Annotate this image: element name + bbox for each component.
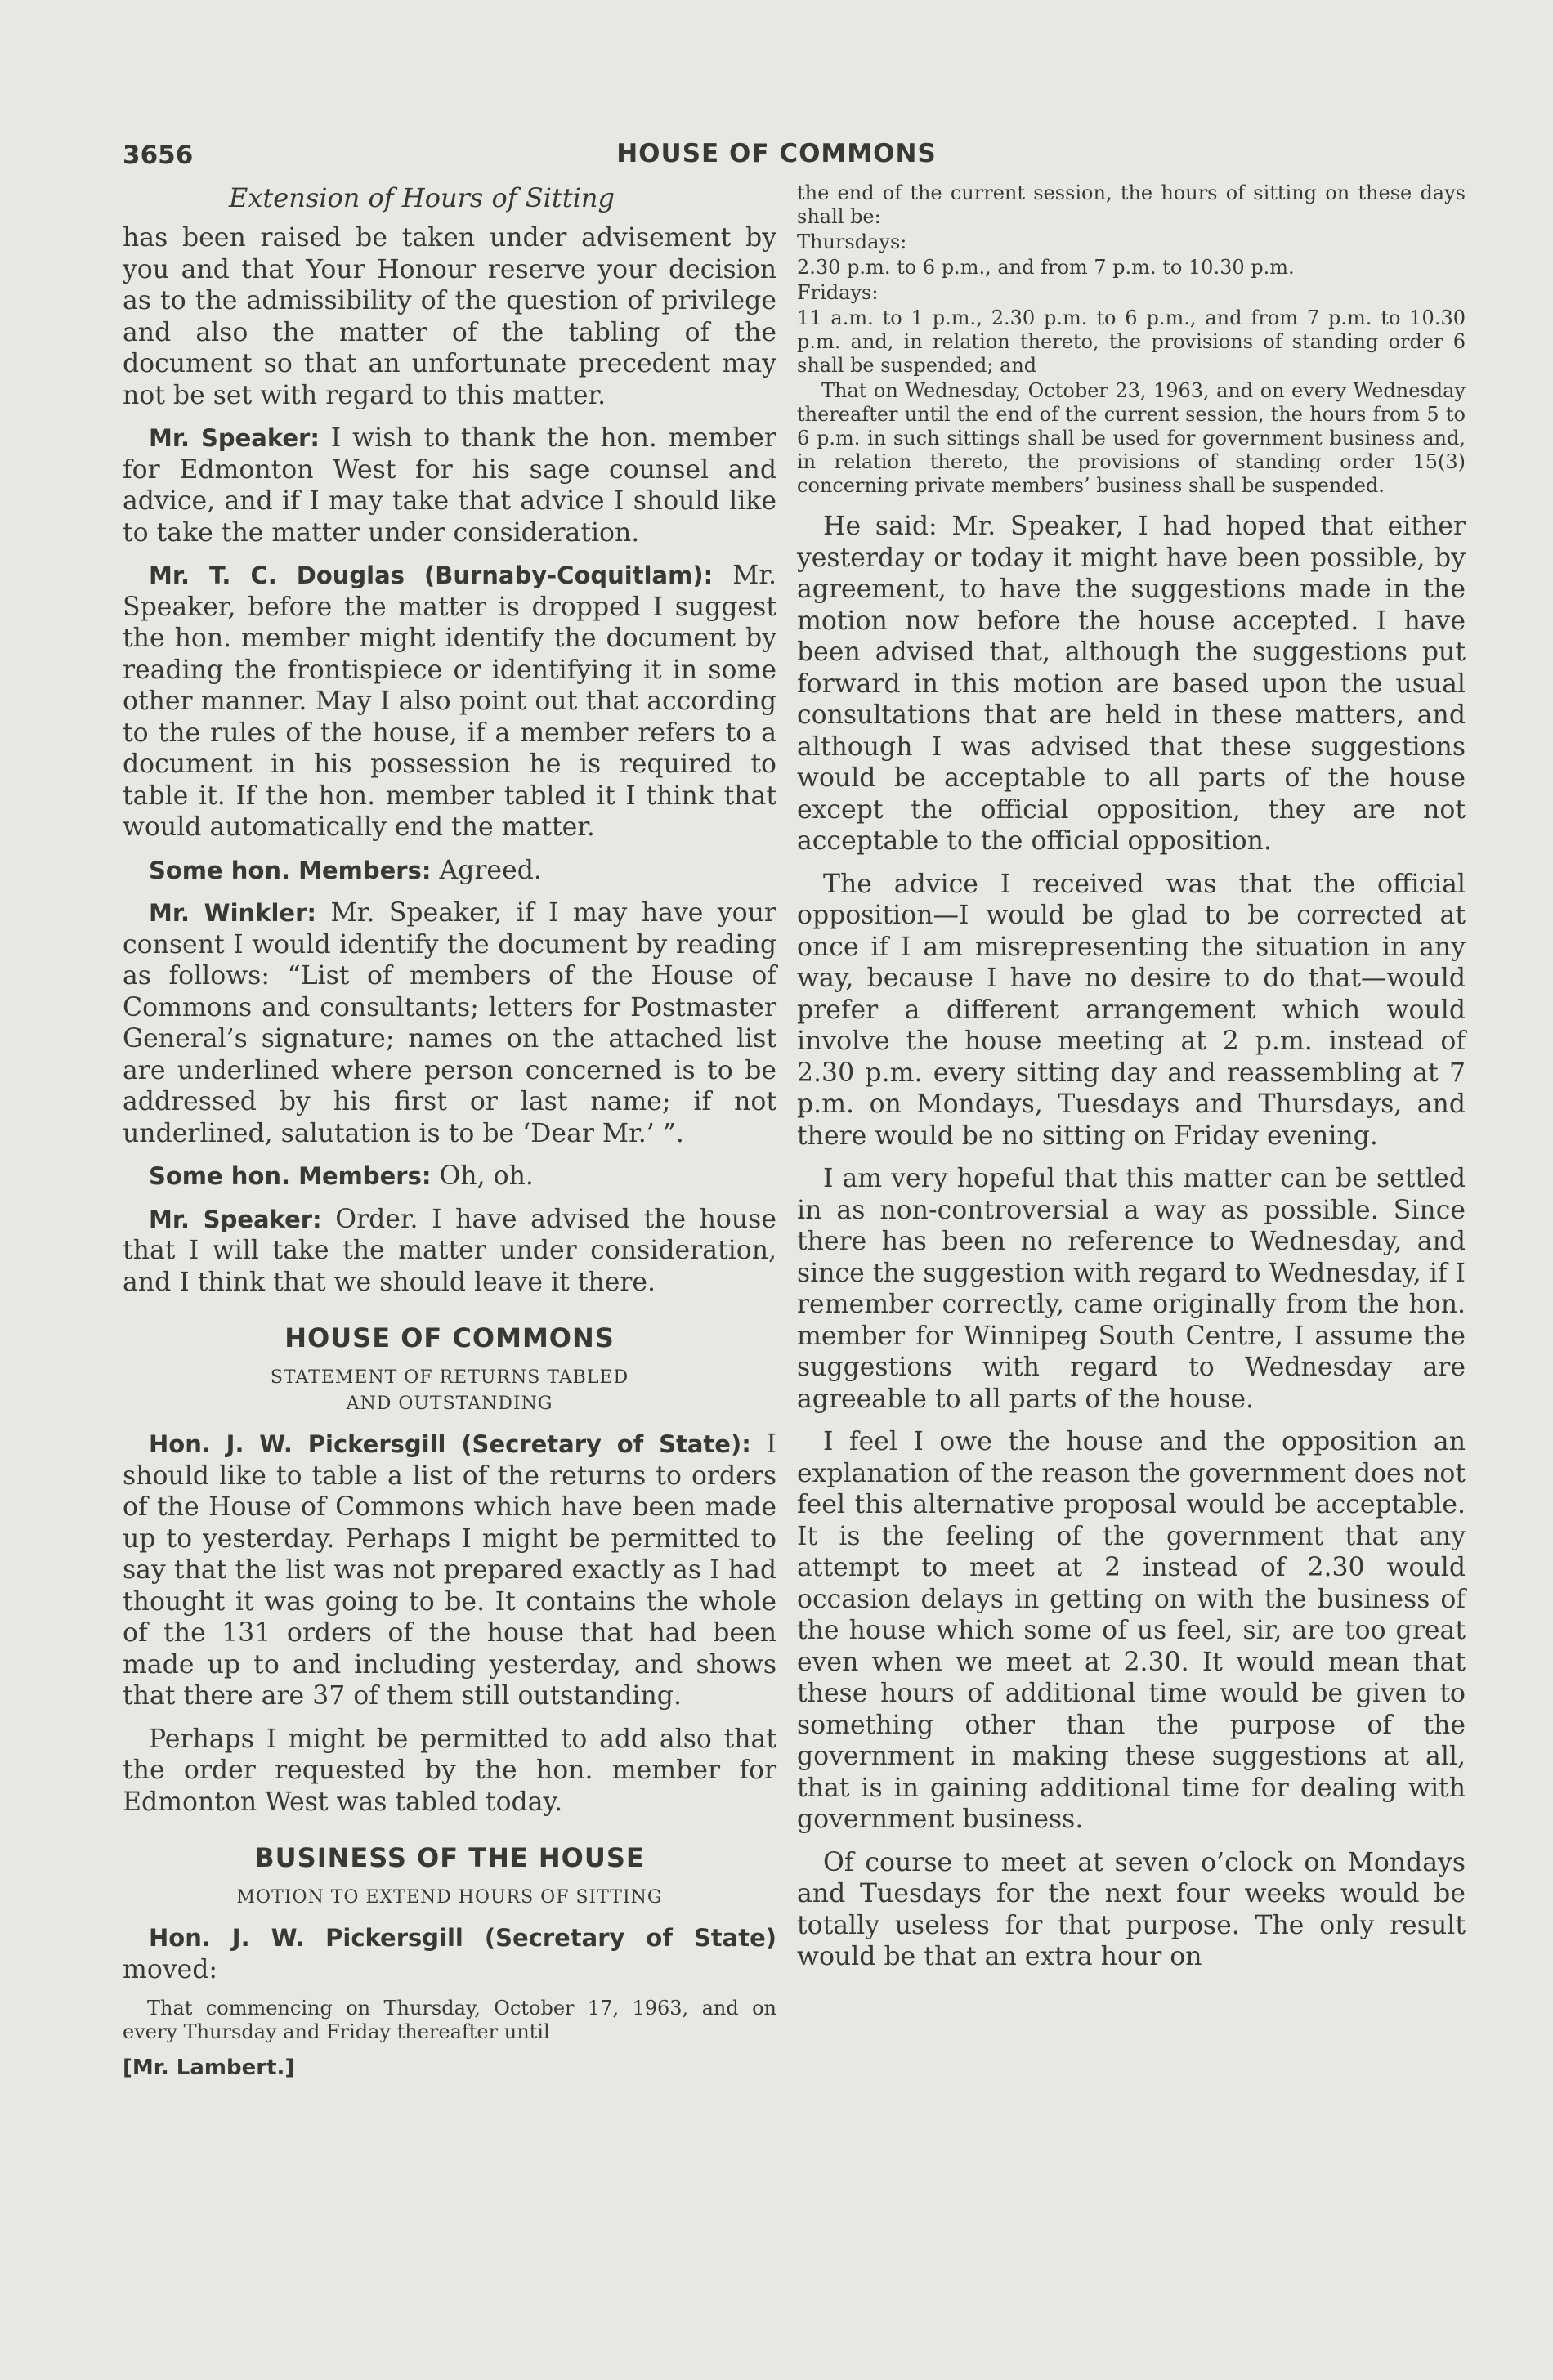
section-title: HOUSE OF COMMONS bbox=[284, 1322, 615, 1353]
speech-winkler bbox=[123, 897, 776, 1149]
speaker-name: Mr. Speaker: bbox=[149, 424, 320, 452]
speech-speaker bbox=[123, 1204, 776, 1299]
running-title: HOUSE OF COMMONS bbox=[616, 139, 937, 168]
page-number: 3656 bbox=[123, 141, 194, 170]
speaker-name: Mr. Winkler: bbox=[149, 899, 316, 927]
speech-members bbox=[123, 1161, 776, 1192]
speech-text: Mr. Speaker, before the matter is dropped I suggest the hon. member might identify the document by reading the frontispiece or identifying it in some other manner. May I also point out that according to the rules of the house, if a member refers to a document in his possession he is required to table it. If the hon. member tabled it I think that would automatically end the matter. bbox=[123, 561, 776, 842]
subtitle-line: STATEMENT OF RETURNS TABLED bbox=[270, 1367, 629, 1388]
subtitle-line: AND OUTSTANDING bbox=[346, 1394, 553, 1414]
speaker-name: Mr. Speaker: bbox=[149, 1205, 322, 1233]
speech-text: I wish to thank the hon. member for Edmonton West for his sage counsel and advice, and if I may take that advice I should like to take the matter under consideration. bbox=[123, 423, 776, 548]
speech-text: Order. I have advised the house that I will take the matter under consideration, and I think that we should leave it there. bbox=[123, 1204, 776, 1297]
paragraph: Of course to meet at seven o’clock on Mondays and Tuesdays for the next four weeks would be totally useless for that purpose. The only result would be that an extra hour on bbox=[797, 1847, 1466, 1971]
motion-text: That on Wednesday, October 23, 1963, and on every Wednesday thereafter until the end of the current session, the hours from 5 to 6 p.m. in such sittings shall be used for government business and, in relation thereto, the provisions of standing order 15(3) concerning private members’ business shall be suspended. bbox=[797, 379, 1466, 497]
motion-text: 11 a.m. to 1 p.m., 2.30 p.m. to 6 p.m., and from 7 p.m. to 10.30 p.m. and, in relation thereto, the provisions of standing order 6 shall be suspended; and bbox=[797, 306, 1466, 377]
motion-text: Thursdays: bbox=[797, 230, 907, 253]
speaker-name: Hon. J. W. Pickersgill (Secretary of State): bbox=[149, 1430, 751, 1458]
paragraph: I am very hopeful that this matter can be settled in as non-controversial a way as possible. Since there has been no reference to Wednesday, and since the suggestion with regard to Wednesday, if I remember correctly, came originally from the hon. member for Winnipeg South Centre, I assume the suggestions with regard to Wednesday are agreeable to all parts of the house. bbox=[797, 1164, 1466, 1414]
motion-text: Fridays: bbox=[797, 281, 879, 304]
motion-text: the end of the current session, the hours of sitting on these days shall be: bbox=[797, 181, 1466, 228]
motion-text: That commencing on Thursday, October 17, 1963, and on every Thursday and Friday thereafter until bbox=[123, 1997, 776, 2043]
right-column bbox=[797, 181, 1466, 1984]
speech-pickersgill bbox=[123, 1922, 776, 1985]
section-subtitle: MOTION TO EXTEND HOURS OF SITTING bbox=[236, 1887, 663, 1908]
speech-text: I should like to table a list of the returns to orders of the House of Commons which have been made up to yesterday. Perhaps I might be permitted to say that the list was not prepared exactly as I had thought it was going to be. It contains the whole of the 131 orders of the house that had been made up to and including yesterday, and shows that there are 37 of them still outstanding. bbox=[123, 1429, 776, 1711]
paragraph-continuation: has been raised be taken under advisement by you and that Your Honour reserve your decision as to the admissibility of the question of privilege and also the matter of the tabling of the document so that an unfortunate precedent may not be set with regard to this matter. bbox=[123, 223, 776, 410]
speaker-name: Hon. J. W. Pickersgill (Secretary of State) bbox=[149, 1924, 776, 1952]
paragraph: Perhaps I might be permitted to add also that the order requested by the hon. member for Edmonton West was tabled today. bbox=[123, 1724, 776, 1817]
page-footer: [Mr. Lambert.] bbox=[123, 2056, 295, 2080]
speech-text: Mr. Speaker, if I may have your consent I would identify the document by reading as follows: “List of members of the House of Commons and consultants; letters for Postmaster General’s signature; names on the attached list are underlined where person concerned is to be addressed by his first or last name; if not underlined, salutation is to be ‘Dear Mr.’ ”. bbox=[123, 898, 776, 1148]
paragraph: He said: Mr. Speaker, I had hoped that either yesterday or today it might have been possible, by agreement, to have the suggestions made in the motion now before the house accepted. I have been advised that, although the suggestions put forward in this motion are based upon the usual consultations that are held in these matters, and although I was advised that these suggestions would be acceptable to all parts of the house except the official opposition, they are not acceptable to the official opposition. bbox=[797, 512, 1466, 856]
speech-text: moved: bbox=[123, 1954, 218, 1984]
speech-text: Oh, oh. bbox=[431, 1161, 534, 1191]
speaker-name: Some hon. Members: bbox=[149, 1162, 432, 1190]
speech-text: Agreed. bbox=[431, 855, 542, 885]
speech-speaker bbox=[123, 423, 776, 548]
section-title: BUSINESS OF THE HOUSE bbox=[254, 1842, 645, 1873]
section-subtitle bbox=[123, 1365, 776, 1417]
speech-members bbox=[123, 855, 776, 887]
paragraph: The advice I received was that the official opposition—I would be glad to be corrected at once if I am misrepresenting the situation in any way, because I have no desire to do that—would prefer a different arrangement which would involve the house meeting at 2 p.m. instead of 2.30 p.m. every sitting day and reassembling at 7 p.m. on Mondays, Tuesdays and Thursdays, and there would be no sitting on Friday evening. bbox=[797, 869, 1466, 1151]
section-subheading: Extension of Hours of Sitting bbox=[229, 182, 615, 213]
speaker-name: Mr. T. C. Douglas (Burnaby-Coquitlam): bbox=[149, 561, 714, 589]
left-column bbox=[123, 181, 776, 2080]
speech-pickersgill bbox=[123, 1429, 776, 1712]
speech-douglas bbox=[123, 560, 776, 843]
speaker-name: Some hon. Members: bbox=[149, 856, 432, 884]
motion-text: 2.30 p.m. to 6 p.m., and from 7 p.m. to 10.30 p.m. bbox=[797, 256, 1295, 279]
paragraph: I feel I owe the house and the opposition an explanation of the reason the government does not feel this alternative proposal would be acceptable. It is the feeling of the government that any attempt to meet at 2 instead of 2.30 would occasion delays in getting on with the business of the house which some of us feel, sir, are too great even when we meet at 2.30. It would mean that these hours of additional time would be given to something other than the purpose of the government in making these suggestions at all, that is in gaining additional time for dealing with government business. bbox=[797, 1427, 1466, 1834]
